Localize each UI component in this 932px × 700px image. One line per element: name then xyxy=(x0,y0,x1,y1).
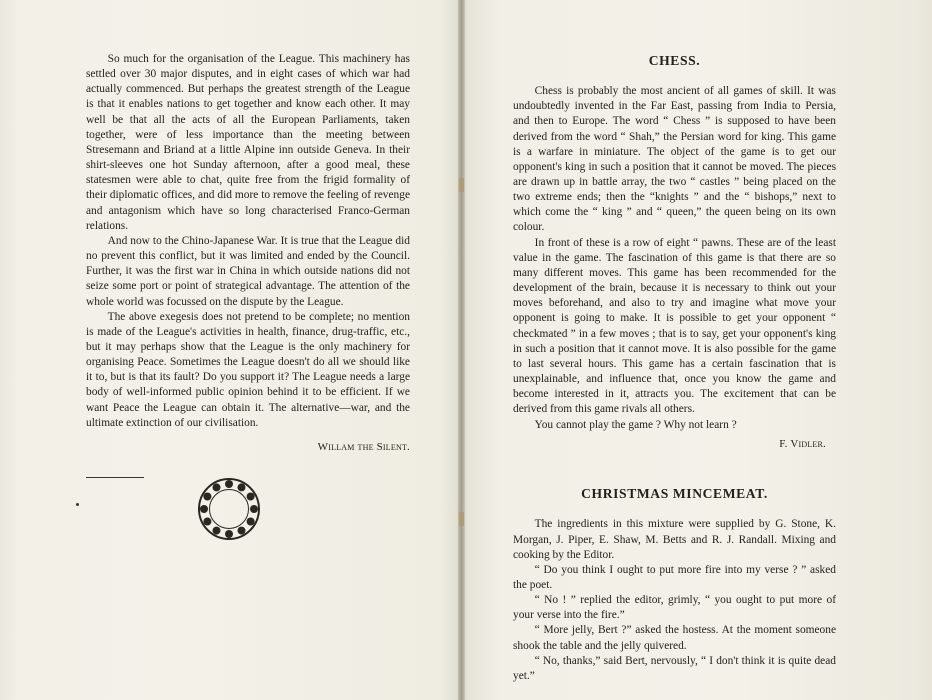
joke-line: “ No ! ” replied the editor, grimly, “ you ought to put more of your verse into the fire.” xyxy=(513,594,836,622)
article-title-christmas-mincemeat: CHRISTMAS MINCEMEAT. xyxy=(581,486,768,502)
ornament-petal xyxy=(213,527,221,535)
paragraph: And now to the Chino-Japanese War. It is true that the League did no prevent this conflict, but it was limited and ended by the Council. Further, it was the first war in China in which outside nations did not seize some port or point of strategical advantage. The attention of the whole world was focussed on the dispute by the League. xyxy=(86,234,410,308)
right-page-text-column xyxy=(513,52,836,684)
left-page-text-column xyxy=(86,52,410,455)
ornament-petal xyxy=(213,483,221,491)
joke-line: “ More jelly, Bert ?” asked the hostess. At the moment someone shook the table and the jelly quivered. xyxy=(513,624,836,652)
paragraph: You cannot play the game ? Why not learn ? xyxy=(534,418,737,431)
joke-line: “ Do you think I ought to put more fire into my verse ? ” asked the poet. xyxy=(513,563,836,591)
right-page xyxy=(465,0,932,700)
paragraph: The above exegesis does not pretend to be complete; no mention is made of the League's activities in health, finance, drug-traffic, etc., but it may perhaps show that the League is the only machinery for organising Peace. Sometimes the League doesn't do all we should like it to, but is that its fault? Do you support it? The League needs a large body of well-informed public opinion behind it to be efficient. If we want Peace the League can obtain it. The alternative—war, and the ultimate extinction of our civilisation. xyxy=(86,310,410,429)
floral-roundel-ornament xyxy=(198,478,260,540)
ornament-petal xyxy=(225,480,233,488)
paragraph: In front of these is a row of eight “ pawns. These are of the least value in the game. The fascination of this game is that there are so many different moves. This game has been recommended for the development of the brain, because it is necessary to think out your moves beforehand, and also to try and imagine what move your opponent is going to make. It is possible to get your opponent “ checkmated ” in a few moves ; that is to say, get your opponent's king in such a position that it cannot move. It is also possible for the game to last several hours. This game has a certain fascination that is unexplainable, and influence that, once you know the game and become interested in it, attracts you. The excitement that can be derived from this game rivals all others. xyxy=(513,236,836,416)
ornament-petal xyxy=(200,505,208,513)
ornament-petal xyxy=(247,518,255,526)
article-title-chess: CHESS. xyxy=(648,53,701,68)
ink-speck xyxy=(76,503,79,506)
ornament-petal xyxy=(225,530,233,538)
ornament-petal xyxy=(238,527,246,535)
staple-bottom xyxy=(459,512,464,526)
article-signature: Willam the Silent. xyxy=(317,440,410,453)
left-page xyxy=(0,0,458,700)
article-signature: F. Vidler. xyxy=(779,437,826,450)
page-gutter-shadow xyxy=(458,0,465,700)
ornament-inner-ring xyxy=(209,489,249,529)
paragraph: The ingredients in this mixture were supplied by G. Stone, K. Morgan, J. Piper, E. Shaw, M. Betts and R. J. Randall. Mixing and cooking by the Editor. xyxy=(513,518,836,561)
staple-top xyxy=(459,178,464,192)
ornament-petal xyxy=(250,505,258,513)
paragraph: So much for the organisation of the League. This machinery has settled over 30 major disputes, and in eight cases of which war had actually commenced. But perhaps the greatest strength of the League is that it enables nations to get together and know each other. It may well be that all the acts of all the European Parliaments, taken together, were of less importance than the meeting between Stresemann and Briand at a little Alpine inn outside Geneva. In their shirt-sleeves one hot Sunday afternoon, after a good meal, these statesmen were able to chat, quite free from the frigid formality of their diplomatic offices, and did more to remove the feeling of revenge and antagonism which have so long characterised Franco-German relations. xyxy=(86,53,410,232)
joke-line: “ No, thanks,” said Bert, nervously, “ I don't think it is quite dead yet.” xyxy=(513,654,836,682)
ornament-petal xyxy=(238,483,246,491)
paragraph: Chess is probably the most ancient of all games of skill. It was undoubtedly invented in the Far East, passing from India to Persia, and then to Europe. The word “ Chess ” is supposed to have been derived from the word “ Shah,” the Persian word for king. This game is a warfare in miniature. The object of the game is to get our opponent's king in such a position that it cannot be moved. The pieces are drawn up in battle array, the two “ castles ” being placed on the two extreme ends; then the “knights ” and the “ bishops,” next to which come the “ king ” and “ queen,” the queen being on its own colour. xyxy=(513,85,836,234)
ornament-petal xyxy=(203,518,211,526)
section-divider-rule xyxy=(86,477,144,478)
ornament-petal xyxy=(247,493,255,501)
ornament-petal xyxy=(203,493,211,501)
